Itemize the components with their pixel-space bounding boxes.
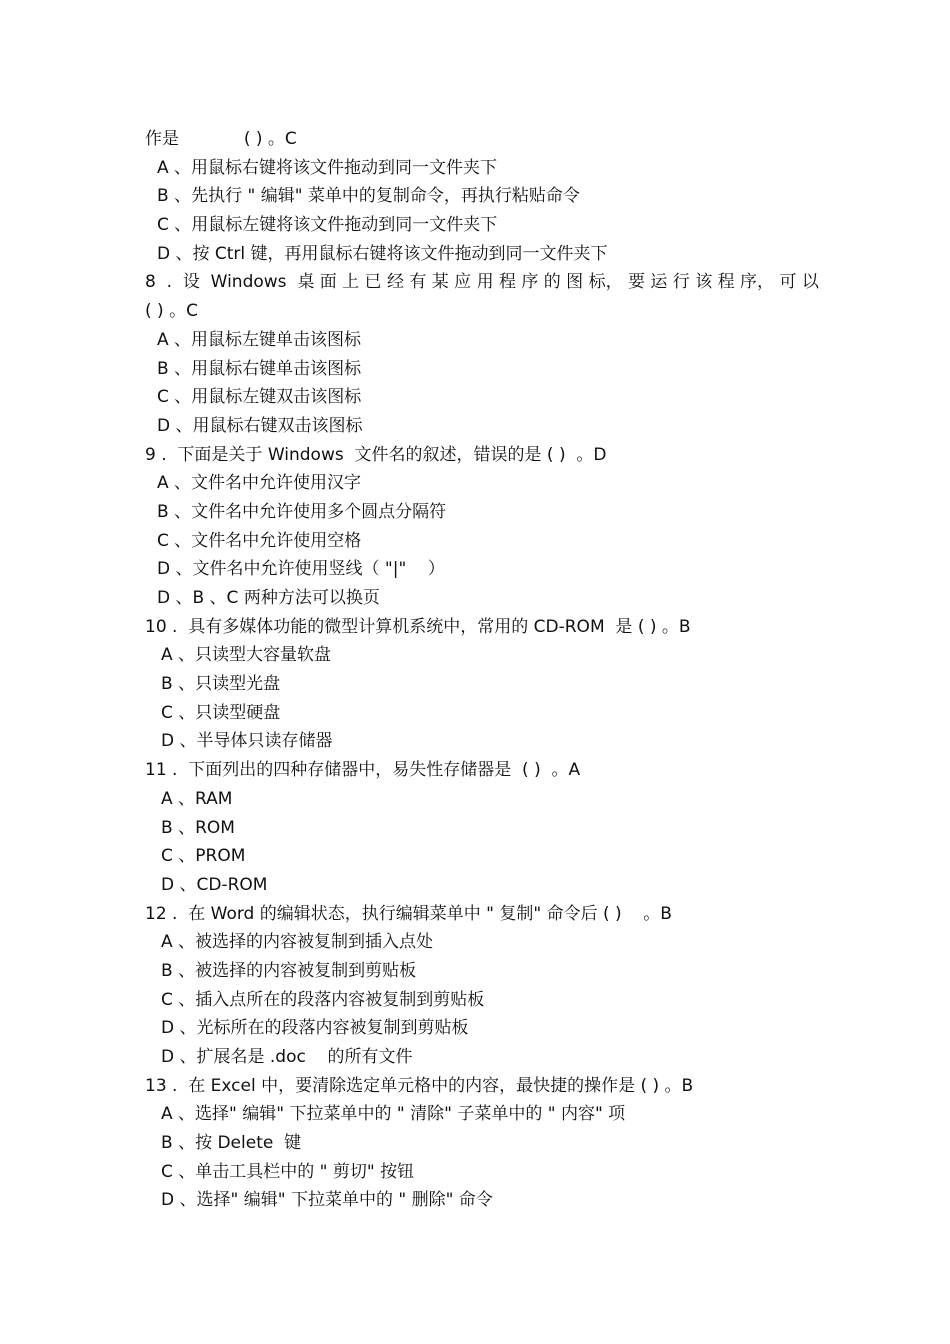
option-line: C 、插入点所在的段落内容被复制到剪贴板 [161, 989, 485, 1010]
question-line: 10 . 具有多媒体功能的微型计算机系统中，常用的 CD-ROM 是 ( ) 。B [145, 616, 691, 637]
option-line: B 、被选择的内容被复制到剪贴板 [161, 960, 417, 981]
option-line: A 、文件名中允许使用汉字 [157, 473, 362, 494]
option-line: D 、文件名中允许使用竖线（ "|" ） [157, 559, 445, 580]
question-line: 作是 ( ) 。C [145, 129, 297, 149]
option-line: D 、B 、C 两种方法可以换页 [157, 588, 380, 608]
option-line: C 、只读型硬盘 [161, 702, 281, 723]
option-line: C 、用鼠标左键双击该图标 [157, 387, 362, 408]
option-line: D 、用鼠标右键双击该图标 [157, 415, 363, 436]
option-line: D 、按 Ctrl 键，再用鼠标右键将该文件拖动到同一文件夹下 [157, 243, 608, 264]
option-line: D 、扩展名是 .doc 的所有文件 [161, 1047, 413, 1067]
option-line: B 、ROM [161, 817, 235, 838]
option-line: B 、用鼠标右键单击该图标 [157, 358, 362, 379]
option-line: C 、文件名中允许使用空格 [157, 530, 362, 551]
option-line: C 、PROM [161, 846, 246, 867]
option-line: B 、只读型光盘 [161, 674, 281, 695]
question-line: 12 . 在 Word 的编辑状态，执行编辑菜单中 " 复制" 命令后 ( ) 。B [145, 903, 672, 924]
option-line: C 、单击工具栏中的 " 剪切" 按钮 [161, 1161, 415, 1182]
option-line: B 、先执行 " 编辑" 菜单中的复制命令，再执行粘贴命令 [157, 186, 580, 207]
option-line: C 、用鼠标左键将该文件拖动到同一文件夹下 [157, 215, 498, 236]
question-line: 9 . 下面是关于 Windows 文件名的叙述，错误的是 ( ) 。D [145, 444, 607, 465]
option-line: A 、只读型大容量软盘 [161, 645, 332, 666]
option-line: D 、光标所在的段落内容被复制到剪贴板 [161, 1018, 469, 1039]
option-line: D 、CD-ROM [161, 874, 268, 895]
option-line: D 、选择" 编辑" 下拉菜单中的 " 删除" 命令 [161, 1190, 493, 1211]
document-body [145, 125, 819, 1215]
question-line: 13 . 在 Excel 中，要清除选定单元格中的内容，最快捷的操作是 ( ) 。B [145, 1075, 694, 1096]
option-line: A 、RAM [161, 788, 233, 809]
question-line: ( ) 。C [145, 301, 198, 322]
question-line: 8 . 设 Windows 桌 面 上 已 经 有 某 应 用 程 序 的 图 标， 要 运 行 该 程 序， 可 以 [145, 272, 819, 293]
option-line: A 、选择" 编辑" 下拉菜单中的 " 清除" 子菜单中的 " 内容" 项 [161, 1104, 626, 1125]
option-line: B 、按 Delete 键 [161, 1133, 302, 1154]
option-line: D 、半导体只读存储器 [161, 731, 333, 752]
option-line: A 、被选择的内容被复制到插入点处 [161, 932, 434, 953]
option-line: A 、用鼠标左键单击该图标 [157, 329, 362, 350]
option-line: A 、用鼠标右键将该文件拖动到同一文件夹下 [157, 157, 498, 178]
question-line: 11 . 下面列出的四种存储器中，易失性存储器是 ( ) 。A [145, 760, 581, 781]
option-line: B 、文件名中允许使用多个圆点分隔符 [157, 501, 447, 522]
